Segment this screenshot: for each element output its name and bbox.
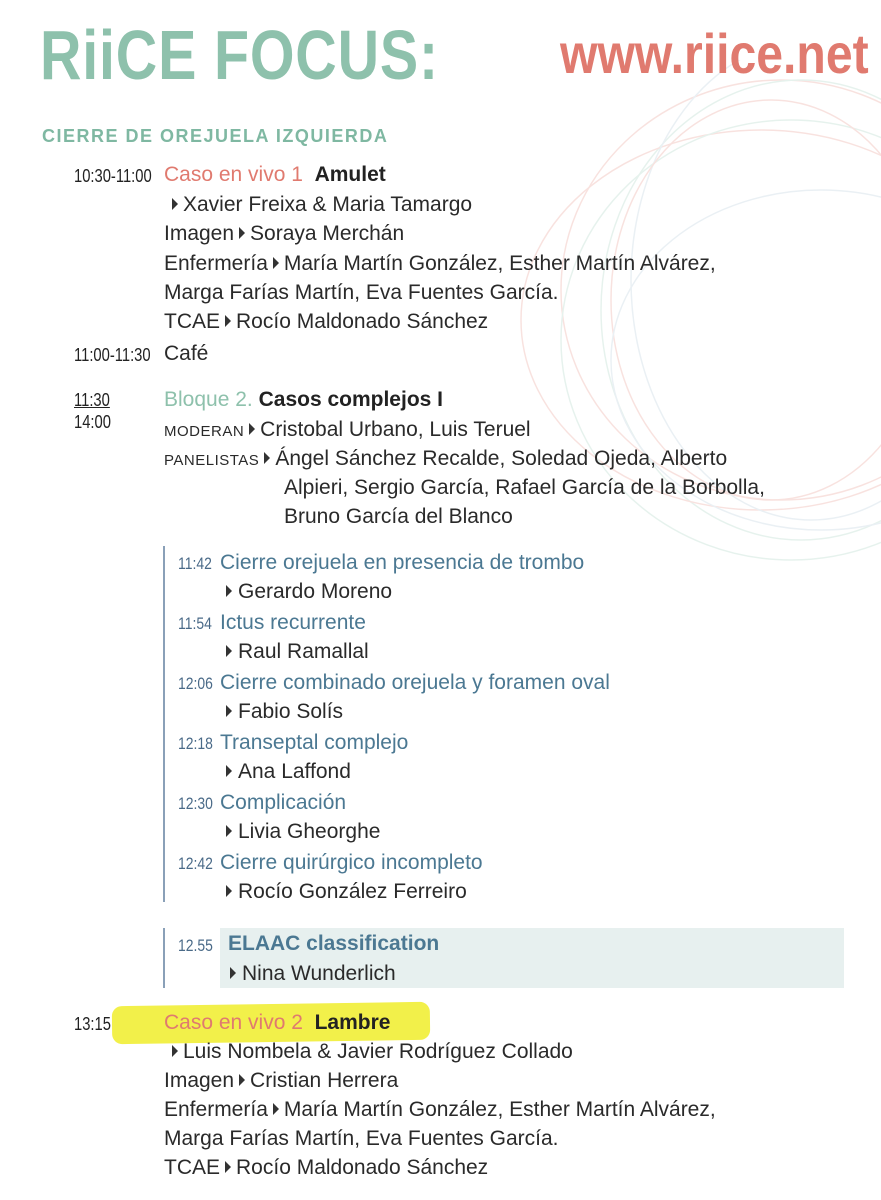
talk-speaker — [226, 580, 392, 604]
imaging-name: Cristian Herrera — [250, 1069, 399, 1092]
talk-speaker — [230, 962, 396, 986]
triangle-right-icon — [226, 705, 232, 717]
speaker-name: Ana Laffond — [238, 760, 351, 783]
panelists-line-2: Alpieri, Sergio García, Rafael García de la Borbolla, — [284, 476, 765, 499]
nursing-line — [164, 1098, 716, 1122]
nursing-names: María Martín González, Esther Martín Alvárez, — [283, 1098, 716, 1121]
talk-time: 12:30 — [178, 794, 213, 813]
talk-speaker — [226, 700, 343, 724]
triangle-right-icon — [172, 1045, 178, 1057]
session-time-end: 14:00 — [74, 412, 111, 432]
talk-title: Cierre orejuela en presencia de trombo — [220, 551, 585, 574]
triangle-right-icon — [239, 227, 245, 239]
imaging-label: Imagen — [164, 222, 235, 245]
talk-speaker — [226, 880, 467, 904]
session-label: Caso en vivo 2 — [164, 1011, 303, 1034]
talks-divider — [163, 546, 165, 902]
session-time: 10:30-11:00 — [74, 166, 152, 186]
event-title: RiiCE FOCUS: — [40, 16, 439, 94]
session-name: Amulet — [314, 163, 386, 186]
triangle-right-icon — [226, 585, 232, 597]
talk-time: 11:54 — [178, 614, 212, 633]
talk-time: 11:42 — [178, 554, 212, 573]
talk-speaker — [226, 640, 369, 664]
moderators: Cristobal Urbano, Luis Teruel — [260, 418, 531, 441]
session-heading — [164, 388, 443, 412]
triangle-right-icon — [226, 885, 232, 897]
speaker-name: Rocío González Ferreiro — [238, 880, 467, 903]
nursing-label: Enfermería — [164, 252, 268, 275]
session-heading: Café — [164, 342, 209, 365]
imaging-label: Imagen — [164, 1069, 235, 1092]
triangle-right-icon — [226, 825, 232, 837]
talk-title: Cierre quirúrgico incompleto — [220, 851, 483, 874]
elaac-divider — [163, 928, 165, 988]
speaker-name: Livia Gheorghe — [238, 820, 381, 843]
talk-title: ELAAC classification — [228, 932, 440, 955]
tcae-line — [164, 1156, 488, 1180]
triangle-right-icon — [239, 1074, 245, 1086]
moderators-label: MODERAN — [164, 423, 245, 440]
operators: Xavier Freixa & Maria Tamargo — [183, 193, 473, 216]
talk-title: Ictus recurrente — [220, 611, 366, 634]
tcae-label: TCAE — [164, 1156, 221, 1179]
imaging-line — [164, 1069, 398, 1093]
session-heading — [164, 163, 386, 187]
session-time: 11:00-11:30 — [74, 345, 151, 365]
nursing-names: María Martín González, Esther Martín Alvárez, — [283, 252, 716, 275]
session-label: Caso en vivo 1 — [164, 163, 303, 186]
moderators-line — [164, 418, 531, 442]
talk-title: Transeptal complejo — [220, 731, 409, 754]
talk-title: Cierre combinado orejuela y foramen oval — [220, 671, 610, 694]
session-label: Bloque 2. — [164, 388, 253, 411]
tcae-label: TCAE — [164, 310, 221, 333]
event-subtitle: CIERRE DE OREJUELA IZQUIERDA — [42, 126, 389, 146]
speaker-name: Raul Ramallal — [238, 640, 369, 663]
triangle-right-icon — [225, 315, 231, 327]
session-heading — [164, 1011, 390, 1035]
nursing-line-2: Marga Farías Martín, Eva Fuentes García. — [164, 281, 559, 304]
session-time: 13:15 — [74, 1014, 111, 1034]
talk-time: 12.55 — [178, 936, 213, 955]
triangle-right-icon — [264, 452, 270, 464]
imaging-name: Soraya Merchán — [250, 222, 405, 245]
imaging-line — [164, 222, 404, 246]
operators: Luis Nombela & Javier Rodríguez Collado — [183, 1040, 573, 1063]
triangle-right-icon — [273, 1103, 279, 1115]
decorative-background-art — [481, 60, 881, 680]
operators-line — [164, 193, 472, 217]
panelists-line — [164, 447, 727, 471]
tcae-name: Rocío Maldonado Sánchez — [236, 310, 489, 333]
panelists: Ángel Sánchez Recalde, Soledad Ojeda, Alberto — [275, 447, 728, 470]
talk-time: 12:06 — [178, 674, 213, 693]
panelists-line-3: Bruno García del Blanco — [284, 505, 513, 528]
triangle-right-icon — [172, 198, 178, 210]
nursing-label: Enfermería — [164, 1098, 268, 1121]
talk-time: 12:42 — [178, 854, 213, 873]
nursing-line — [164, 252, 716, 276]
triangle-right-icon — [225, 1161, 231, 1173]
talk-speaker — [226, 820, 380, 844]
talk-title: Complicación — [220, 791, 347, 814]
triangle-right-icon — [273, 257, 279, 269]
speaker-name: Nina Wunderlich — [242, 962, 396, 985]
speaker-name: Fabio Solís — [238, 700, 344, 723]
event-url[interactable]: www.riice.net — [560, 22, 869, 85]
triangle-right-icon — [249, 423, 255, 435]
panelists-label: PANELISTAS — [164, 452, 260, 469]
session-name: Lambre — [314, 1011, 391, 1034]
triangle-right-icon — [226, 645, 232, 657]
tcae-name: Rocío Maldonado Sánchez — [236, 1156, 489, 1179]
talk-time: 12:18 — [178, 734, 213, 753]
nursing-line-2: Marga Farías Martín, Eva Fuentes García. — [164, 1127, 559, 1150]
triangle-right-icon — [230, 967, 236, 979]
session-name: Casos complejos I — [258, 388, 443, 411]
tcae-line — [164, 310, 488, 334]
triangle-right-icon — [226, 765, 232, 777]
speaker-name: Gerardo Moreno — [238, 580, 393, 603]
operators-line — [164, 1040, 573, 1064]
session-time-start: 11:30 — [74, 390, 110, 410]
talk-speaker — [226, 760, 351, 784]
